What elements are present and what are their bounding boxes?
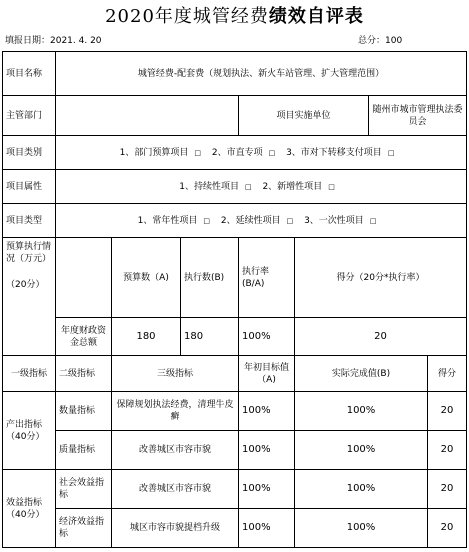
- table-row: [3, 392, 467, 431]
- level2-cell: 社会效益指标: [56, 470, 112, 509]
- level3-cell: 城区市容市貌提档升级: [112, 509, 239, 548]
- category-label: 项目类别: [3, 136, 56, 170]
- row-project-name: [3, 52, 467, 96]
- title-part2: 绩效自评表: [268, 6, 364, 27]
- fill-info-row: [0, 33, 469, 49]
- col-rate-header: 执行率(B/A): [239, 238, 295, 318]
- project-name-value: 城管经费-配套费（规划执法、新火车站管理、扩大管理范围）: [56, 52, 467, 96]
- col-score-header: 得分（20分*执行率）: [295, 238, 467, 318]
- impl-value: 随州市城市管理执法委员会: [369, 96, 467, 136]
- hdr-level1: 一级指标: [3, 356, 56, 392]
- row-indicator-header: [3, 356, 467, 392]
- level3-cell: 改善城区市容市貌: [112, 470, 239, 509]
- dept-label: 主管部门: [3, 96, 56, 136]
- actual-cell: 100%: [295, 431, 428, 470]
- score-cell: 20: [428, 470, 467, 509]
- col-budget-header: 预算数（A): [112, 238, 181, 318]
- fill-date: 填报日期：2021. 4. 20: [5, 36, 102, 46]
- hdr-target: 年初目标值（A): [239, 356, 295, 392]
- exec-value: 180: [181, 318, 239, 356]
- hdr-level3: 三级指标: [112, 356, 239, 392]
- budget-label: 预算执行情况（万元）: [6, 242, 52, 264]
- checkbox-icon: □: [244, 182, 252, 191]
- table-row: [3, 431, 467, 470]
- category-opt-2: 2、市直专项: [211, 147, 263, 158]
- checkbox-icon: □: [369, 216, 377, 225]
- checkbox-icon: □: [328, 182, 335, 191]
- impl-label: 项目实施单位: [239, 96, 369, 136]
- type-label: 项目类型: [3, 204, 56, 238]
- dept-value: [56, 96, 239, 136]
- rate-value: 100%: [239, 318, 295, 356]
- target-cell: 100%: [239, 470, 295, 509]
- row-category: [3, 136, 467, 170]
- title-part1: 2020年度城管经费: [105, 6, 269, 27]
- row-budget-values: [3, 318, 467, 356]
- type-opt-2: 2、延续性项目: [220, 215, 281, 226]
- evaluation-table: [2, 51, 467, 548]
- category-options: [56, 136, 467, 170]
- level2-cell: 质量指标: [56, 431, 112, 470]
- target-cell: 100%: [239, 509, 295, 548]
- budget-score-label: （20分）: [6, 280, 45, 290]
- level3-cell: 保障规划执法经费，清理牛皮癣: [112, 392, 239, 431]
- budget-blank-header: [56, 238, 112, 318]
- actual-cell: 100%: [295, 392, 428, 431]
- total-score: 总分：100: [358, 36, 403, 46]
- checkbox-icon: □: [194, 148, 201, 157]
- row-type: [3, 204, 467, 238]
- budget-section: [3, 238, 56, 356]
- page-title: [0, 4, 469, 30]
- table-row: [3, 470, 467, 509]
- score-cell: 20: [428, 509, 467, 548]
- attribute-options: [56, 170, 467, 204]
- checkbox-icon: □: [286, 216, 294, 225]
- budget-value: 180: [112, 318, 181, 356]
- actual-cell: 100%: [295, 509, 428, 548]
- row-attribute: [3, 170, 467, 204]
- level2-cell: 经济效益指标: [56, 509, 112, 548]
- category-opt-1: 1、部门预算项目: [119, 147, 189, 158]
- level3-cell: 改善城区市容市貌: [112, 431, 239, 470]
- checkbox-icon: □: [268, 148, 276, 157]
- type-opt-3: 3、一次性项目: [304, 215, 364, 226]
- score-cell: 20: [428, 392, 467, 431]
- group-benefit-label: 效益指标（40分）: [3, 470, 56, 548]
- score-cell: 20: [428, 431, 467, 470]
- type-options: [56, 204, 467, 238]
- attribute-opt-1: 1、持续性项目: [179, 181, 239, 192]
- row-budget-header: [3, 238, 467, 318]
- group-output-label: 产出指标（40分）: [3, 392, 56, 470]
- checkbox-icon: □: [203, 216, 210, 225]
- hdr-score: 得分: [428, 356, 467, 392]
- target-cell: 100%: [239, 392, 295, 431]
- budget-score-value: 20: [295, 318, 467, 356]
- project-name-label: 项目名称: [3, 52, 56, 96]
- hdr-actual: 实际完成值(B): [295, 356, 428, 392]
- category-opt-3: 3、市对下转移支付项目: [286, 147, 382, 158]
- hdr-level2: 二级指标: [56, 356, 112, 392]
- attribute-label: 项目属性: [3, 170, 56, 204]
- checkbox-icon: □: [387, 148, 395, 157]
- table-row: [3, 509, 467, 548]
- attribute-opt-2: 2、新增性项目: [262, 181, 323, 192]
- actual-cell: 100%: [295, 470, 428, 509]
- budget-row-label: 年度财政资金总额: [56, 318, 112, 356]
- type-opt-1: 1、常年性项目: [137, 215, 198, 226]
- row-department: [3, 96, 467, 136]
- target-cell: 100%: [239, 431, 295, 470]
- col-exec-header: 执行数(B): [181, 238, 239, 318]
- level2-cell: 数量指标: [56, 392, 112, 431]
